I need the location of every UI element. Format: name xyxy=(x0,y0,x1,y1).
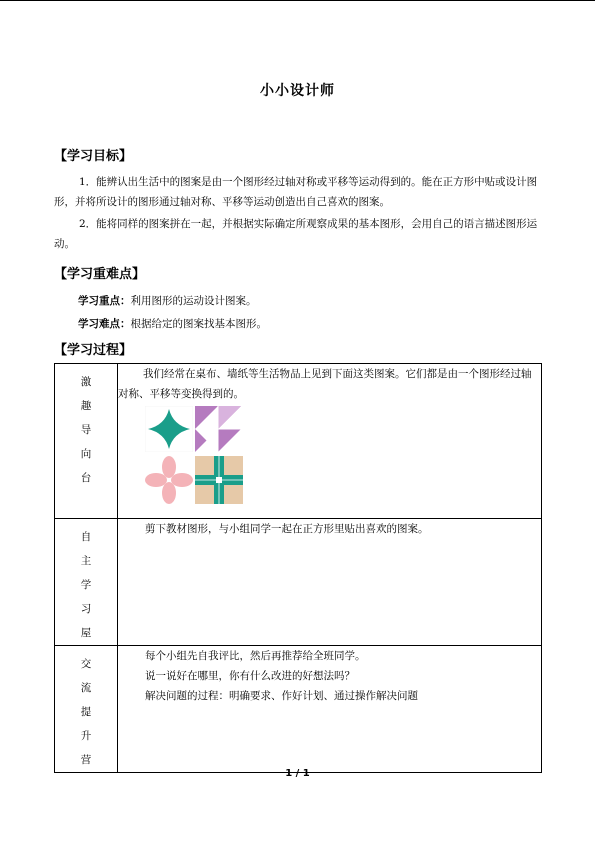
difficulty-label: 学习难点： xyxy=(78,318,131,330)
label-char: 交 xyxy=(80,658,92,670)
label-char: 升 xyxy=(80,730,92,742)
focus-text: 利用图形的运动设计图案。 xyxy=(130,295,257,307)
star-icon xyxy=(145,406,193,452)
label-char: 趣 xyxy=(80,400,92,412)
objective-item-2: 2．能将同样的图案拼在一起，并根据实际确定所观察成果的基本图形，会用自己的语言描述图形运动。 xyxy=(54,218,538,250)
pattern-images xyxy=(145,406,541,506)
row-label-exchange xyxy=(55,646,118,773)
label-char: 向 xyxy=(80,448,92,460)
label-char: 屋 xyxy=(80,627,92,639)
triangle-tiles-icon xyxy=(195,406,241,452)
page-number: 1 / 1 xyxy=(285,768,310,779)
label-char: 营 xyxy=(80,754,92,766)
exchange-line-1: 每个小组先自我评比，然后再推荐给全班同学。 xyxy=(145,650,366,662)
objectives-heading: 【学习目标】 xyxy=(54,149,133,164)
table-row xyxy=(55,364,542,519)
row-content-exchange xyxy=(118,646,542,773)
flower-icon xyxy=(145,456,193,504)
label-char: 自 xyxy=(80,531,92,543)
label-char: 激 xyxy=(80,376,92,388)
difficulty-text: 根据给定的图案找基本图形。 xyxy=(130,318,267,330)
label-char: 台 xyxy=(80,472,92,484)
label-char: 提 xyxy=(80,706,92,718)
table-row xyxy=(55,519,542,646)
row-content-interest xyxy=(118,364,542,519)
label-char: 习 xyxy=(80,603,92,615)
cross-tile-icon xyxy=(195,456,243,504)
self-study-text: 剪下教材图形，与小组同学一起在正方形里贴出喜欢的图案。 xyxy=(145,523,429,535)
table-row xyxy=(55,646,542,773)
keypoint-focus xyxy=(78,293,257,308)
exchange-line-2: 说一说好在哪里，你有什么改进的好想法吗？ xyxy=(145,670,355,682)
focus-label: 学习重点： xyxy=(78,295,131,307)
row-content-self-study xyxy=(118,519,542,646)
process-table xyxy=(54,363,542,773)
label-char: 主 xyxy=(80,555,92,567)
label-char: 导 xyxy=(80,424,92,436)
row-label-interest xyxy=(55,364,118,519)
process-heading: 【学习过程】 xyxy=(54,343,133,358)
intro-text: 我们经常在桌布、墙纸等生活物品上见到下面这类图案。它们都是由一个图形经过轴对称、平移等变换得到的。 xyxy=(118,368,532,400)
page-title: 小小设计师 xyxy=(260,83,335,99)
row-label-self-study xyxy=(55,519,118,646)
keypoints-heading: 【学习重难点】 xyxy=(54,267,146,282)
exchange-line-3: 解决问题的过程：明确要求、作好计划、通过操作解决问题 xyxy=(145,690,418,702)
keypoint-difficulty xyxy=(78,316,267,331)
top-rule xyxy=(0,0,595,1)
label-char: 流 xyxy=(80,682,92,694)
label-char: 学 xyxy=(80,579,92,591)
objective-item-1: 1．能辨认出生活中的图案是由一个图形经过轴对称或平移等运动得到的。能在正方形中贴或设计图形，并将所设计的图形通过轴对称、平移等运动创造出自己喜欢的图案。 xyxy=(54,176,538,208)
